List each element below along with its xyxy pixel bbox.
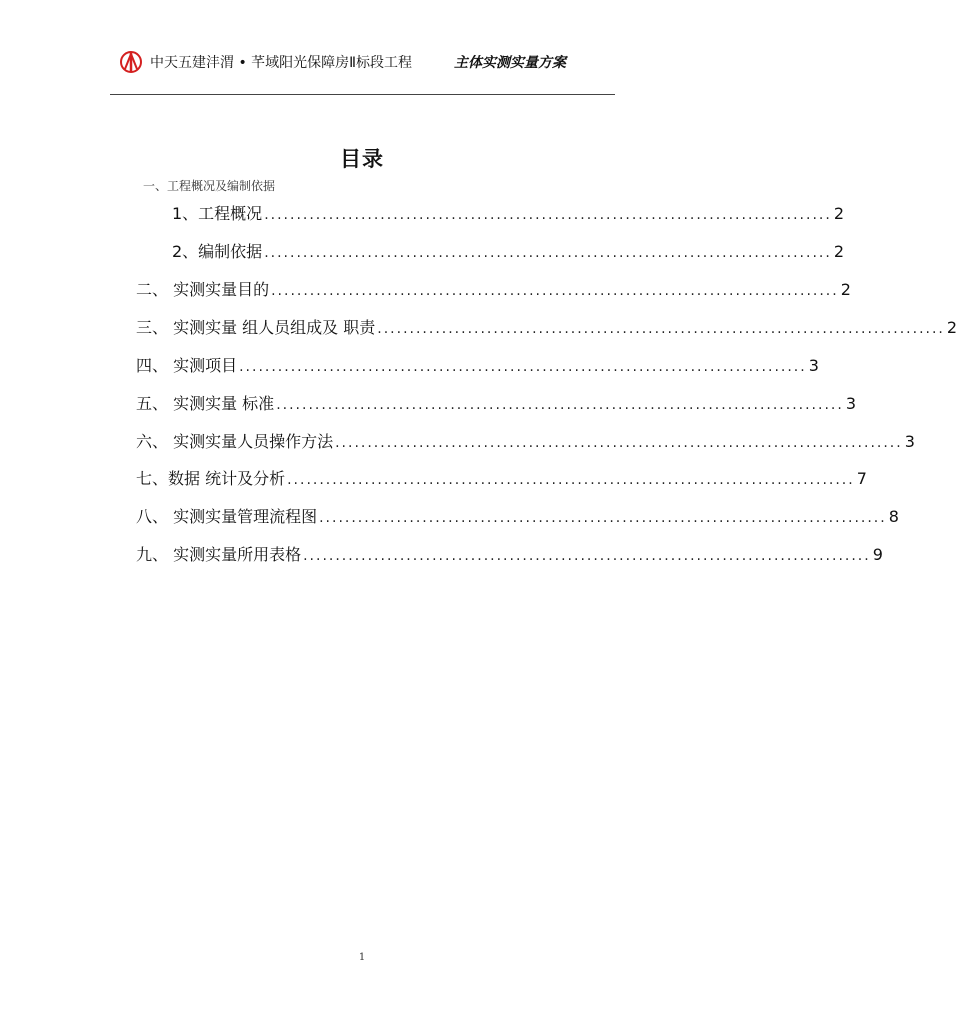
toc-entry-label: 三、 实测实量 组人员组成及 职责 bbox=[136, 318, 376, 337]
header-divider bbox=[110, 94, 615, 95]
toc-entry-label: 六、 实测实量人员操作方法 bbox=[136, 432, 334, 451]
toc-entry-leader: ........................................................................................ bbox=[239, 359, 807, 375]
toc-entry-page: 7 bbox=[856, 469, 867, 488]
toc-entry-label: 九、 实测实量所用表格 bbox=[136, 545, 302, 564]
toc-entry-page: 2 bbox=[946, 318, 957, 337]
toc-entry-label: 二、 实测实量目的 bbox=[136, 280, 270, 299]
toc-entry-leader: ........................................................................................ bbox=[271, 283, 839, 299]
toc-entry-page: 2 bbox=[833, 204, 844, 223]
toc-entry-leader: ........................................................................................ bbox=[287, 472, 855, 488]
toc-entry[interactable] bbox=[136, 391, 856, 415]
toc-entry-page: 2 bbox=[833, 242, 844, 261]
toc-title: 目录 bbox=[340, 147, 384, 171]
company-project-name: 中天五建沣渭 • 芊域阳光保障房Ⅱ标段工程 bbox=[150, 55, 413, 71]
toc-entry-page: 3 bbox=[845, 394, 856, 413]
toc-entry-leader: ........................................................................................ bbox=[264, 207, 832, 223]
toc-entry-label: 2、编制依据 bbox=[172, 242, 263, 261]
toc-entry-leader: ........................................................................................ bbox=[335, 435, 903, 451]
toc-entry-label: 八、 实测实量管理流程图 bbox=[136, 507, 318, 526]
toc-entry[interactable] bbox=[136, 353, 819, 377]
toc-entry-page: 3 bbox=[808, 356, 819, 375]
toc-entry[interactable] bbox=[136, 429, 915, 453]
toc-entry-leader: ........................................................................................ bbox=[303, 548, 871, 564]
toc-entry[interactable] bbox=[172, 239, 844, 263]
toc-entry-page: 3 bbox=[904, 432, 915, 451]
toc-entry[interactable] bbox=[136, 277, 851, 301]
toc-entry-label: 七、数据 统计及分析 bbox=[136, 469, 286, 488]
toc-entry[interactable] bbox=[136, 466, 867, 490]
toc-entry-leader: ........................................................................................ bbox=[377, 321, 945, 337]
toc-entry-page: 8 bbox=[888, 507, 899, 526]
toc-entry-leader: ........................................................................................ bbox=[276, 397, 844, 413]
toc-entry-label: 四、 实测项目 bbox=[136, 356, 238, 375]
toc-entry-label: 五、 实测实量 标准 bbox=[136, 394, 275, 413]
toc-entry-leader: ........................................................................................ bbox=[264, 245, 832, 261]
toc-entry[interactable] bbox=[136, 315, 957, 339]
toc-entry[interactable] bbox=[136, 542, 883, 566]
toc-entry[interactable] bbox=[172, 201, 844, 225]
toc-entry-leader: ........................................................................................ bbox=[319, 510, 887, 526]
toc-entry[interactable] bbox=[136, 504, 899, 528]
page-number: 1 bbox=[358, 952, 366, 963]
toc-entry-page: 9 bbox=[872, 545, 883, 564]
toc-subheading: 一、工程概况及编制依据 bbox=[143, 179, 276, 193]
toc-entry-label: 1、工程概况 bbox=[172, 204, 263, 223]
document-name: 主体实测实量方案 bbox=[454, 55, 566, 71]
company-logo-icon bbox=[120, 51, 142, 73]
page-header bbox=[110, 44, 615, 96]
toc-entry-page: 2 bbox=[840, 280, 851, 299]
